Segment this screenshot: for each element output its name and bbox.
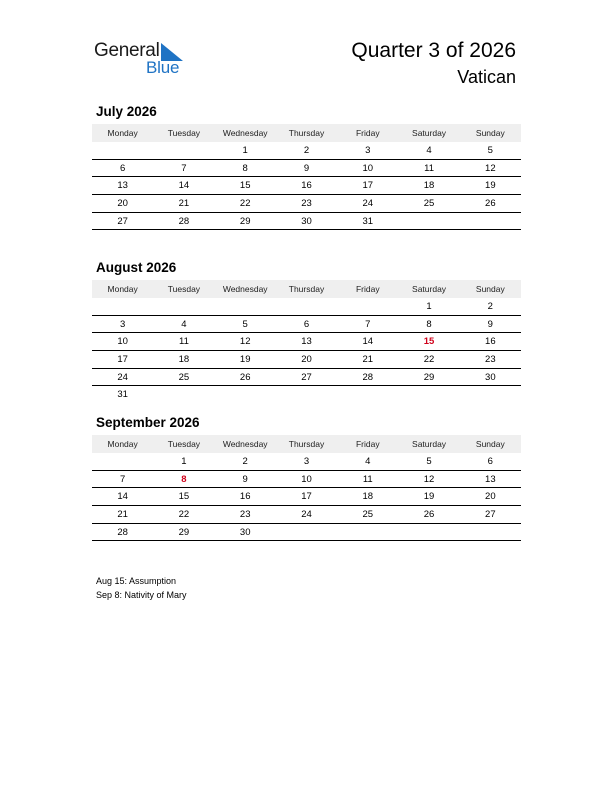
day-cell (276, 298, 337, 315)
day-cell: 11 (178, 336, 189, 348)
day-cell (460, 386, 521, 404)
day-cell: 30 (485, 371, 496, 383)
weekday-header: Wednesday (222, 439, 268, 449)
day-cell: 1 (426, 301, 432, 312)
day-cell (92, 142, 153, 159)
day-cell: 16 (301, 180, 312, 192)
week-row (92, 142, 521, 160)
weekday-header-row (92, 124, 521, 142)
weekday-header: Monday (107, 128, 138, 138)
day-cell: 17 (362, 180, 374, 192)
weekday-header: Monday (107, 284, 138, 294)
day-cell: 9 (303, 162, 310, 174)
week-row (92, 298, 521, 316)
day-cell: 3 (365, 145, 371, 156)
day-cell: 23 (485, 354, 496, 366)
day-cell: 2 (487, 301, 493, 312)
day-cell: 25 (362, 509, 374, 521)
day-cell: 20 (117, 198, 128, 210)
day-cell (215, 298, 276, 315)
holiday-note: Sep 8: Nativity of Mary (96, 590, 187, 600)
day-cell: 26 (239, 371, 251, 383)
week-row (92, 316, 521, 334)
page-title: Quarter 3 of 2026 (351, 39, 516, 62)
day-cell (398, 386, 459, 404)
day-cell (398, 213, 459, 230)
day-cell: 6 (487, 456, 493, 467)
month-title: July 2026 (96, 104, 157, 119)
day-cell: 15 (178, 491, 190, 503)
day-cell: 20 (301, 354, 312, 366)
day-cell: 14 (117, 491, 128, 503)
day-cell: 26 (423, 509, 435, 521)
holiday-notes (96, 574, 187, 602)
day-cell: 23 (301, 198, 312, 210)
logo (94, 40, 194, 80)
weekday-header: Sunday (475, 439, 505, 449)
day-cell: 7 (181, 162, 187, 174)
day-cell: 25 (423, 198, 435, 210)
week-row (92, 506, 521, 524)
weekday-header-row (92, 435, 521, 453)
weekday-header: Saturday (412, 128, 447, 138)
day-cell: 24 (117, 371, 128, 383)
weekday-header: Tuesday (167, 439, 201, 449)
day-cell: 12 (239, 336, 251, 348)
logo-blue-text: Blue (146, 58, 180, 77)
week-row (92, 160, 521, 178)
country-name: Vatican (457, 67, 516, 87)
day-cell: 2 (303, 145, 310, 156)
day-cell: 18 (423, 180, 435, 192)
day-cell: 28 (117, 526, 128, 538)
day-cell (460, 213, 521, 230)
day-cell: 22 (239, 198, 251, 210)
holiday-note: Aug 15: Assumption (96, 576, 177, 586)
day-cell: 1 (242, 145, 248, 156)
weekday-header: Saturday (412, 284, 447, 294)
day-cell: 31 (362, 215, 374, 227)
weekday-header-row (92, 280, 521, 298)
day-cell: 5 (487, 145, 493, 156)
day-cell: 30 (239, 526, 251, 538)
week-row (92, 453, 521, 471)
week-row (92, 524, 521, 542)
day-cell: 27 (117, 215, 128, 227)
weekday-header: Thursday (288, 439, 325, 449)
day-cell (460, 524, 521, 541)
day-cell: 27 (301, 371, 312, 383)
day-cell: 9 (242, 473, 248, 485)
weekday-header: Monday (107, 439, 138, 449)
day-cell: 24 (362, 198, 374, 210)
day-cell: 13 (117, 180, 128, 192)
day-cell: 4 (426, 145, 432, 156)
weekday-header: Sunday (475, 284, 505, 294)
week-row (92, 351, 521, 369)
weekday-header: Tuesday (167, 128, 201, 138)
day-cell: 3 (303, 456, 310, 467)
weekday-header: Thursday (288, 128, 325, 138)
day-cell: 4 (365, 456, 371, 467)
day-cell: 29 (178, 526, 190, 538)
day-cell: 11 (362, 473, 373, 485)
week-row (92, 386, 521, 404)
day-cell: 29 (239, 215, 251, 227)
day-cell: 6 (119, 162, 126, 174)
day-cell: 5 (242, 318, 248, 330)
day-cell: 4 (181, 318, 187, 330)
day-cell (215, 386, 276, 404)
day-cell (92, 298, 153, 315)
day-cell: 12 (423, 473, 435, 485)
weekday-header: Tuesday (167, 284, 201, 294)
weekday-header: Friday (355, 439, 380, 449)
weekday-header: Friday (355, 284, 380, 294)
day-cell: 18 (362, 491, 374, 503)
holiday-day-cell: 8 (181, 473, 187, 485)
day-cell: 22 (423, 354, 435, 366)
day-cell (398, 524, 459, 541)
day-cell: 10 (362, 162, 374, 174)
weekday-header: Wednesday (222, 284, 268, 294)
day-cell: 29 (423, 371, 435, 383)
day-cell: 13 (485, 473, 496, 485)
day-cell (337, 386, 398, 404)
day-cell: 16 (239, 491, 251, 503)
day-cell: 2 (242, 456, 248, 467)
day-cell (153, 142, 214, 159)
week-row (92, 369, 521, 387)
day-cell (276, 386, 337, 404)
week-row (92, 471, 521, 489)
day-cell: 20 (485, 491, 496, 503)
day-cell: 21 (117, 509, 128, 521)
month-july (92, 103, 521, 230)
day-cell (153, 386, 214, 404)
day-cell: 22 (178, 509, 190, 521)
week-row (92, 213, 521, 231)
day-cell: 8 (426, 318, 432, 330)
day-cell: 31 (117, 389, 128, 401)
week-row (92, 488, 521, 506)
day-cell: 14 (362, 336, 374, 348)
day-cell: 27 (485, 509, 496, 521)
day-cell: 1 (181, 456, 187, 467)
day-cell: 14 (178, 180, 190, 192)
week-row (92, 177, 521, 195)
day-cell: 19 (485, 180, 496, 192)
day-cell: 11 (424, 162, 434, 174)
week-row (92, 333, 521, 351)
day-cell: 17 (117, 354, 128, 366)
day-cell: 25 (178, 371, 190, 383)
day-cell: 8 (242, 162, 248, 174)
day-cell (276, 524, 337, 541)
day-cell: 15 (239, 180, 251, 192)
day-cell (92, 453, 153, 470)
day-cell: 6 (303, 318, 310, 330)
holiday-day-cell: 15 (423, 336, 435, 348)
day-cell: 5 (426, 456, 432, 467)
day-cell: 30 (301, 215, 312, 227)
day-cell (153, 298, 214, 315)
week-row (92, 195, 521, 213)
day-cell: 28 (178, 215, 190, 227)
day-cell: 16 (485, 336, 496, 348)
day-cell: 26 (485, 198, 496, 210)
day-cell: 7 (119, 473, 126, 485)
weekday-header: Friday (355, 128, 380, 138)
day-cell: 7 (365, 318, 371, 330)
weekday-header: Wednesday (222, 128, 268, 138)
month-title: September 2026 (96, 415, 200, 430)
day-cell: 18 (178, 354, 190, 366)
day-cell (337, 298, 398, 315)
weekday-header: Sunday (475, 128, 505, 138)
day-cell: 3 (119, 318, 126, 330)
day-cell: 19 (239, 354, 251, 366)
month-august (92, 259, 521, 404)
day-cell: 10 (117, 336, 128, 348)
day-cell: 24 (301, 509, 312, 521)
day-cell: 13 (301, 336, 312, 348)
day-cell: 10 (301, 473, 312, 485)
day-cell: 23 (239, 509, 251, 521)
weekday-header: Saturday (412, 439, 447, 449)
logo-general-text: General (94, 40, 160, 61)
day-cell: 28 (362, 371, 374, 383)
day-cell: 19 (423, 491, 435, 503)
day-cell (337, 524, 398, 541)
weekday-header: Thursday (288, 284, 325, 294)
day-cell: 9 (487, 318, 493, 330)
day-cell: 21 (362, 354, 374, 366)
month-title: August 2026 (96, 260, 177, 275)
day-cell: 17 (301, 491, 312, 503)
day-cell: 21 (178, 198, 190, 210)
month-september (92, 414, 521, 541)
day-cell: 12 (485, 162, 496, 174)
